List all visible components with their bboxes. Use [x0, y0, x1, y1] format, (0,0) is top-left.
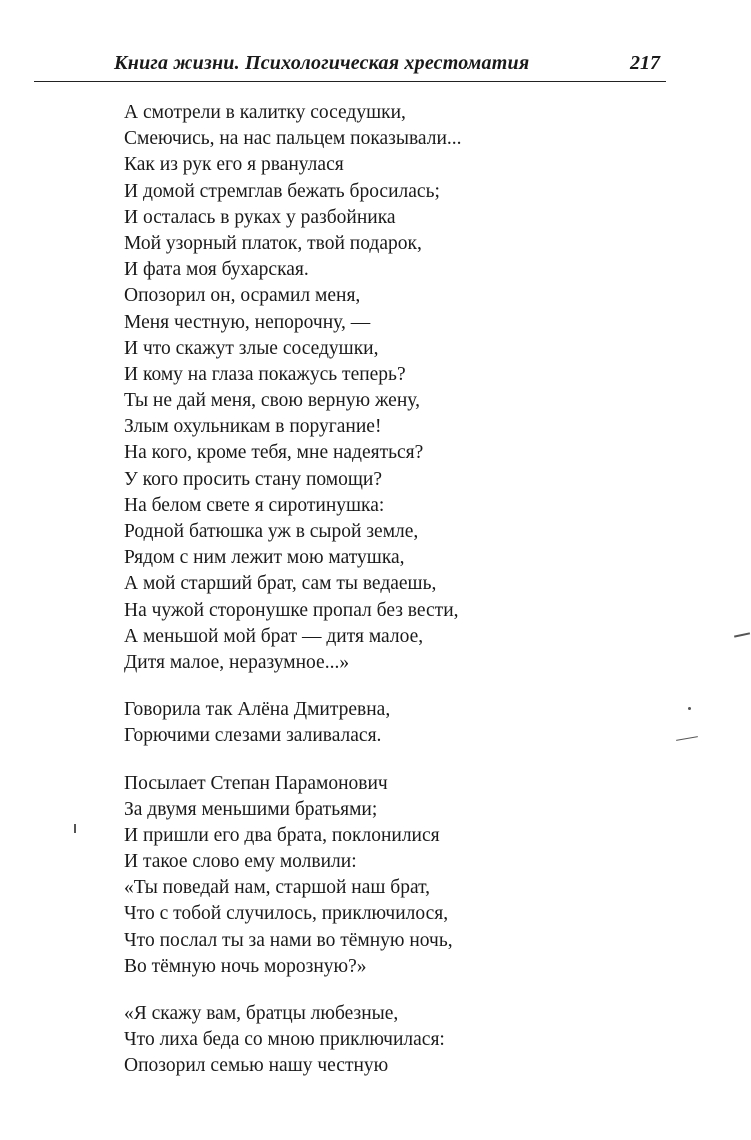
stanza [124, 100, 564, 676]
poem-line: Меня честную, непорочну, — [124, 311, 371, 333]
poem-line: На чужой сторонушке пропал без вести, [124, 599, 459, 621]
book-title: Книга жизни. Психологическая хрестоматия [114, 52, 530, 74]
page-number: 217 [630, 52, 660, 74]
poem-line: И осталась в руках у разбойника [124, 206, 396, 228]
poem-line: На белом свете я сиротинушка: [124, 494, 385, 516]
scan-mark [688, 707, 691, 710]
poem-line: За двумя меньшими братьями; [124, 798, 378, 820]
poem-line: И такое слово ему молвили: [124, 851, 357, 873]
poem-line: Опозорил семью нашу честную [124, 1055, 389, 1077]
header-divider [34, 81, 666, 82]
poem-line: Посылает Степан Парамонович [124, 772, 388, 794]
poem-line: Злым охульникам в поругание! [124, 416, 382, 438]
stanza-break [124, 980, 564, 1001]
poem-line: И фата моя бухарская. [124, 259, 309, 281]
poem-line: Рядом с ним лежит мою матушка, [124, 547, 405, 569]
poem-line: Говорила так Алёна Дмитревна, [124, 699, 391, 721]
poem-line: Ты не дай меня, свою верную жену, [124, 390, 420, 412]
scan-mark [74, 824, 76, 833]
poem-line: А смотрели в калитку соседушки, [124, 102, 406, 123]
stanza [124, 771, 564, 981]
stanza-break [124, 750, 564, 771]
running-header [34, 52, 666, 82]
poem-line: Дитя малое, неразумное...» [124, 651, 350, 673]
poem-line: Горючими слезами заливалася. [124, 725, 382, 747]
poem-line: Родной батюшка уж в сырой земле, [124, 521, 419, 542]
poem-line: А мой старший брат, сам ты ведаешь, [124, 573, 437, 595]
poem-line: И пришли его два брата, поклонилися [124, 824, 440, 846]
poem-line: Что послал ты за нами во тёмную ночь, [124, 929, 453, 951]
stanza [124, 697, 564, 749]
scan-mark [734, 632, 750, 637]
poem-line: Смеючись, на нас пальцем показывали... [124, 128, 462, 150]
poem-line: И кому на глаза покажусь теперь? [124, 363, 406, 385]
poem-line: Мой узорный платок, твой подарок, [124, 232, 422, 254]
poem-line: Опозорил он, осрамил меня, [124, 285, 361, 307]
poem-line: И домой стремглав бежать бросилась; [124, 180, 440, 202]
scan-mark [676, 736, 698, 741]
poem-body [124, 100, 564, 1080]
poem-line: Во тёмную ночь морозную?» [124, 955, 367, 977]
stanza-break [124, 676, 564, 697]
poem-line: На кого, кроме тебя, мне надеяться? [124, 442, 424, 464]
poem-line: Что с тобой случилось, приключилося, [124, 903, 449, 925]
poem-line: Как из рук его я рванулася [124, 154, 344, 176]
poem-line: «Я скажу вам, братцы любезные, [124, 1003, 399, 1024]
poem-line: У кого просить стану помощи? [124, 468, 382, 490]
poem-line: Что лиха беда со мною приключилася: [124, 1029, 445, 1051]
stanza [124, 1001, 564, 1080]
poem-line: И что скажут злые соседушки, [124, 337, 379, 359]
poem-line: «Ты поведай нам, старшой наш брат, [124, 877, 431, 899]
poem-line: А меньшой мой брат — дитя малое, [124, 625, 424, 647]
